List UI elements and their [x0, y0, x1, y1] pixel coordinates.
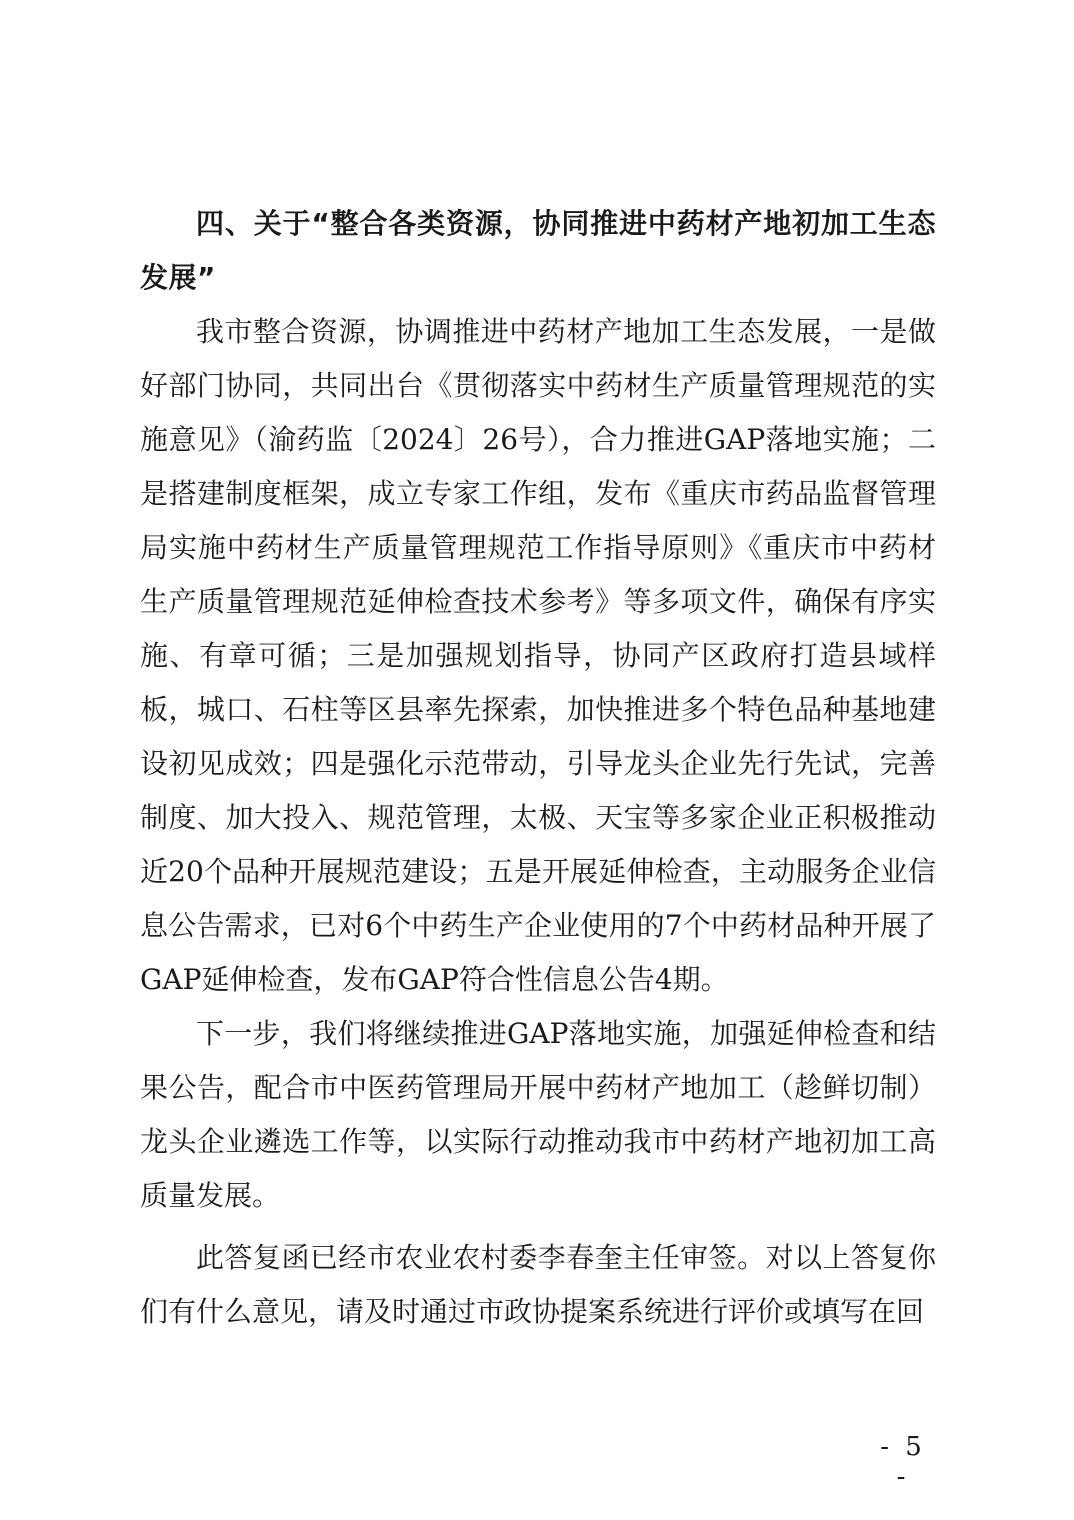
- document-body: [140, 197, 936, 1339]
- body-paragraph-next-steps: 下一步，我们将继续推进GAP落地实施，加强延伸检查和结果公告，配合市中医药管理局开展中药材产地加工（趁鲜切制）龙头企业遴选工作等，以实际行动推动我市中药材产地初加工高质量发展。: [140, 1017, 936, 1212]
- page-number: - 5 -: [880, 1432, 926, 1492]
- section-heading: 四、关于“整合各类资源，协同推进中药材产地初加工生态发展”: [140, 207, 936, 294]
- body-paragraph-closing: 此答复函已经市农业农村委李春奎主任审签。对以上答复你们有什么意见，请及时通过市政协提案系统进行评价或填写在回: [140, 1241, 936, 1328]
- body-paragraph-measures: 我市整合资源，协调推进中药材产地加工生态发展，一是做好部门协同，共同出台《贯彻落实中药材生产质量管理规范的实施意见》（渝药监〔2024〕26号），合力推进GAP落地实施；二是搭建制度框架，成立专家工作组，发布《重庆市药品监督管理局实施中药材生产质量管理规范工作指导原则》《重庆市中药材生产质量管理规范延伸检查技术参考》等多项文件，确保有序实施、有章可循；三是加强规划指导，协同产区政府打造县域样板，城口、石柱等区县率先探索，加快推进多个特色品种基地建设初见成效；四是强化示范带动，引导龙头企业先行先试，完善制度、加大投入、规范管理，太极、天宝等多家企业正积极推动近20个品种开展规范建设；五是开展延伸检查，主动服务企业信息公告需求，已对6个中药生产企业使用的7个中药材品种开展了GAP延伸检查，发布GAP符合性信息公告4期。: [140, 315, 936, 996]
